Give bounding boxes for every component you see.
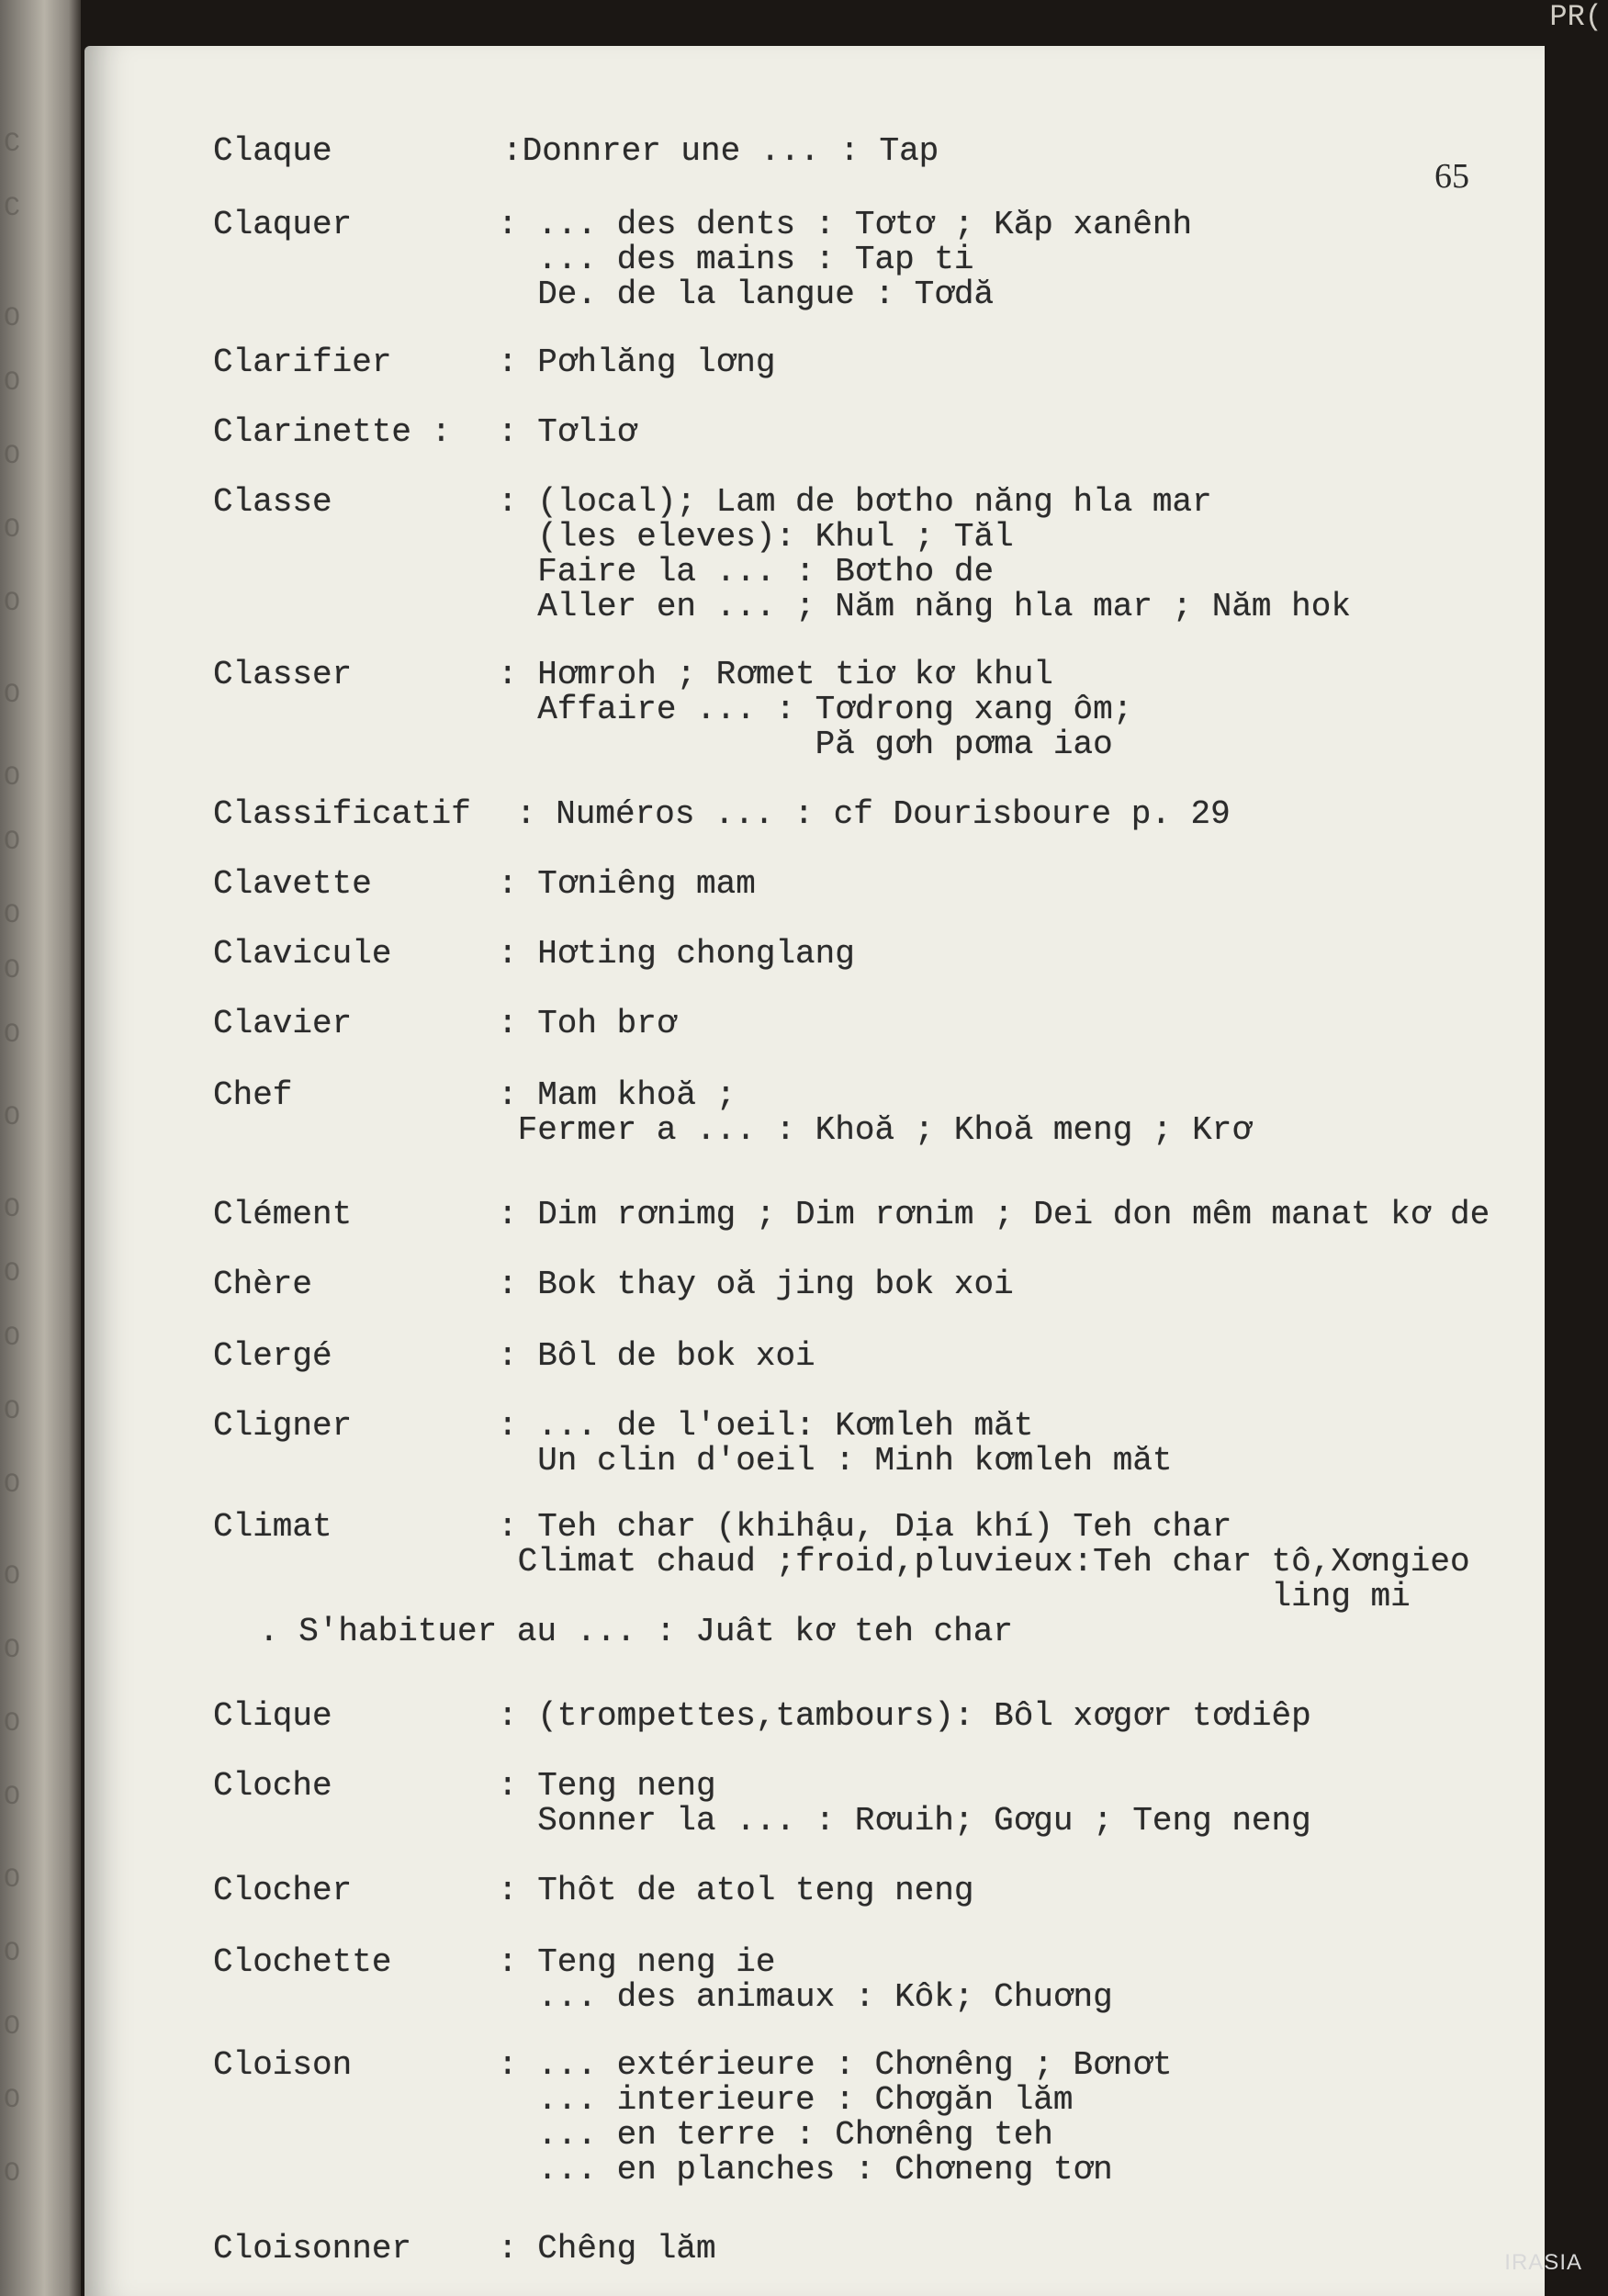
definition-line: ... des animaux : Kôk; Chuơng	[498, 1978, 1113, 2016]
definition-line: ... interieure : Chơgăn lăm	[498, 2081, 1074, 2119]
facing-page-fragment: O	[4, 827, 21, 858]
definition-block	[498, 1339, 815, 1374]
definition-line: De. de la langue : Tơdă	[498, 276, 995, 313]
definition-block	[259, 1508, 1470, 1650]
facing-page-fragment: O	[4, 955, 21, 986]
definition-line: : Dim rơnimg ; Dim rơnim ; Dei don mêm manat kơ de	[498, 1196, 1490, 1233]
definition-block	[498, 937, 855, 972]
headword: Clochette	[213, 1943, 392, 1981]
facing-page-fragment: O	[4, 2158, 21, 2189]
definition-block	[498, 867, 756, 902]
definition-line: : Mam khoă ;	[498, 1076, 737, 1114]
definition-line: : Tơniêng mam	[498, 865, 756, 903]
definition-block	[516, 797, 1231, 832]
facing-page-fragment: O	[4, 762, 21, 793]
definition-block	[498, 1198, 1490, 1232]
facing-page-fragment: O	[4, 441, 21, 472]
definition-line: Climat chaud ;froid,pluvieux:Teh char tô,Xơngieo	[498, 1543, 1470, 1581]
headword: Clique	[213, 1697, 332, 1735]
definition-line: : ... des dents : Tơtơ ; Kăp xanênh	[498, 206, 1193, 243]
definition-line: : Toh brơ	[498, 1005, 677, 1042]
headword: Clavette	[213, 865, 372, 903]
headword: Cloison	[213, 2046, 353, 2084]
watermark: IRASIA	[1504, 2250, 1582, 2275]
definition-block	[502, 134, 939, 169]
facing-page-fragment: O	[4, 1322, 21, 1354]
headword: Clocher	[213, 1872, 353, 1909]
definition-line: : Teh char (khihậu, Dịa khí) Teh char	[498, 1508, 1232, 1546]
definition-block	[498, 1699, 1311, 1734]
definition-line: : (local); Lam de bơtho năng hla mar	[498, 483, 1212, 521]
headword: Claquer	[213, 206, 353, 243]
definition-line: : Bok thay oă jing bok xoi	[498, 1266, 1014, 1303]
definition-block	[498, 2232, 716, 2267]
definition-block	[498, 1769, 1311, 1839]
dictionary-page	[84, 46, 1545, 2296]
facing-page-edge	[0, 0, 81, 2296]
definition-block	[498, 1267, 1014, 1302]
definition-block	[498, 208, 1192, 312]
headword: Chef	[213, 1076, 293, 1114]
definition-block	[498, 485, 1351, 625]
definition-line: Fermer a ... : Khoă ; Khoă meng ; Krơ	[498, 1111, 1252, 1149]
page-number: 65	[1434, 157, 1469, 196]
facing-page-fragment: O	[4, 2085, 21, 2116]
facing-page-fragment: O	[4, 1019, 21, 1051]
facing-page-fragment: O	[4, 1708, 21, 1739]
definition-line: :Donnrer une ... : Tap	[502, 132, 939, 170]
definition-block	[498, 1078, 1252, 1148]
definition-line: ... en terre : Chơnêng teh	[498, 2116, 1053, 2154]
definition-line: : Hơmroh ; Rơmet tiơ kơ khul	[498, 656, 1053, 693]
facing-page-fragment: O	[4, 1194, 21, 1225]
facing-page-fragment: O	[4, 514, 21, 546]
headword: Clavier	[213, 1005, 353, 1042]
definition-line: (les eleves): Khul ; Tăl	[498, 518, 1014, 556]
definition-block	[498, 2048, 1173, 2188]
facing-page-fragment: O	[4, 900, 21, 931]
facing-page-fragment: O	[4, 588, 21, 619]
definition-line: : Pơhlăng lơng	[498, 343, 776, 381]
facing-page-fragment: O	[4, 1258, 21, 1289]
facing-page-fragment: O	[4, 1938, 21, 1969]
facing-page-fragment: C	[4, 193, 21, 224]
definition-line: : Numéros ... : cf Dourisboure p. 29	[516, 795, 1231, 833]
definition-block	[498, 345, 775, 380]
definition-line: Pă gơh pơma iao	[498, 726, 1113, 763]
definition-line: : Tơliơ	[498, 413, 637, 451]
definition-line: ling mi	[498, 1578, 1411, 1615]
facing-page-fragment: O	[4, 303, 21, 334]
headword: Clarinette :	[213, 413, 452, 451]
definition-line: : ... extérieure : Chơnêng ; Bơnơt	[498, 2046, 1173, 2084]
definition-line: : Chêng lăm	[498, 2230, 716, 2268]
facing-page-fragment: O	[4, 680, 21, 711]
definition-block	[498, 415, 636, 450]
headword: Classe	[213, 483, 332, 521]
facing-page-fragment: O	[4, 1864, 21, 1896]
headword: Cligner	[213, 1407, 353, 1445]
definition-line: Aller en ... ; Năm năng hla mar ; Năm hok	[498, 588, 1351, 625]
facing-page-fragment: O	[4, 367, 21, 399]
definition-line: ... des mains : Tap ti	[498, 241, 974, 278]
facing-page-fragment: O	[4, 1782, 21, 1813]
definition-block	[498, 658, 1132, 762]
corner-fragment: PR(	[1549, 0, 1602, 34]
headword: Classificatif	[213, 795, 471, 833]
facing-page-fragment: O	[4, 1561, 21, 1593]
definition-block	[498, 1409, 1173, 1479]
definition-line: Faire la ... : Bơtho de	[498, 553, 995, 591]
definition-line: : Teng neng	[498, 1767, 716, 1805]
definition-block	[498, 1874, 973, 1908]
definition-line: : Thôt de atol teng neng	[498, 1872, 974, 1909]
facing-page-fragment: O	[4, 1469, 21, 1501]
headword: Cloisonner	[213, 2230, 412, 2268]
definition-line: : ... de l'oeil: Kơmleh măt	[498, 1407, 1034, 1445]
facing-page-fragment: O	[4, 1396, 21, 1427]
headword: Claque	[213, 132, 332, 170]
facing-page-fragment: O	[4, 1635, 21, 1666]
headword: Clarifier	[213, 343, 392, 381]
facing-page-fragment: C	[4, 129, 21, 160]
definition-line: . S'habituer au ... : Juât kơ teh char	[259, 1613, 1013, 1650]
headword: Clément	[213, 1196, 353, 1233]
definition-line: : Teng neng ie	[498, 1943, 776, 1981]
definition-line: Sonner la ... : Rơuih; Gơgu ; Teng neng	[498, 1802, 1311, 1840]
headword: Climat	[213, 1508, 332, 1546]
definition-block	[498, 1945, 1113, 2015]
definition-line: Affaire ... : Tơdrong xang ôm;	[498, 691, 1133, 728]
facing-page-fragment: O	[4, 1102, 21, 1133]
headword: Classer	[213, 656, 353, 693]
headword: Chère	[213, 1266, 313, 1303]
definition-line: : Bôl de bok xoi	[498, 1337, 815, 1375]
definition-line: Un clin d'oeil : Minh kơmleh măt	[498, 1442, 1173, 1480]
facing-page-fragment: O	[4, 2011, 21, 2043]
headword: Cloche	[213, 1767, 332, 1805]
headword: Clergé	[213, 1337, 332, 1375]
definition-block	[498, 1007, 676, 1041]
headword: Clavicule	[213, 935, 392, 973]
definition-line: ... en planches : Chơneng tơn	[498, 2151, 1113, 2189]
definition-line: : Hơting chonglang	[498, 935, 855, 973]
definition-line: : (trompettes,tambours): Bôl xơgơr tơdiêp	[498, 1697, 1311, 1735]
